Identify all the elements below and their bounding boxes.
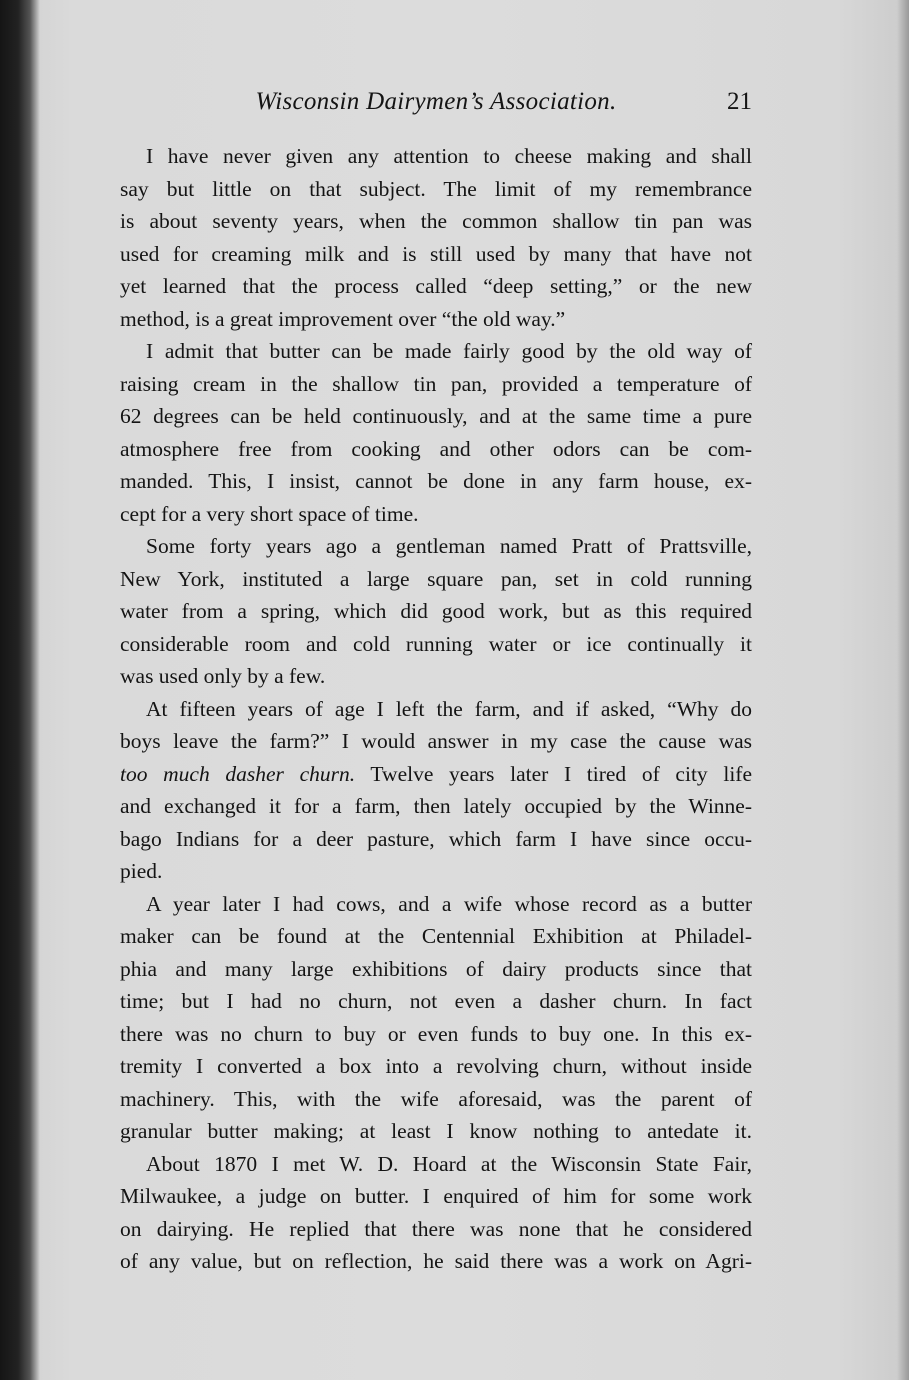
text-line: cept for a very short space of time. <box>120 501 419 526</box>
text-line: pied. <box>120 859 163 883</box>
text-line: About 1870 I met W. D. Hoard at the Wisconsin State Fair, <box>146 1151 752 1176</box>
text-line: on dairying. He replied that there was none that he considered <box>120 1216 752 1241</box>
text-line: maker can be found at the Centennial Exhibition at Philadel- <box>120 924 752 948</box>
text-line: considerable room and cold running water or ice continually it <box>120 631 752 656</box>
text-line: water from a spring, which did good work, but as this required <box>120 599 752 623</box>
text-line: raising cream in the shallow tin pan, provided a temperature of <box>120 371 752 396</box>
text-line: atmosphere free from cooking and other odors can be com- <box>120 436 752 461</box>
text-line: is about seventy years, when the common shallow tin pan was <box>120 209 752 233</box>
text-line: and exchanged it for a farm, then lately occupied by the Winne- <box>120 794 752 818</box>
text-line: bago Indians for a deer pasture, which farm I have since occu- <box>120 826 752 851</box>
line-text: Twelve years later I tired of city life <box>370 761 752 786</box>
running-title: Wisconsin Dairymen’s Association. <box>255 88 617 115</box>
text-line: At fifteen years of age I left the farm, and if asked, “Why do <box>146 696 752 721</box>
text-line: granular butter making; at least I know nothing to antedate it. <box>120 1119 752 1143</box>
text-line <box>120 758 752 791</box>
text-line: New York, instituted a large square pan, set in cold running <box>120 566 752 591</box>
text-line: used for creaming milk and is still used by many that have not <box>120 241 752 266</box>
text-line: yet learned that the process called “deep setting,” or the new <box>120 274 752 298</box>
text-line: A year later I had cows, and a wife whose record as a butter <box>146 891 752 916</box>
body-text <box>120 140 752 1278</box>
text-line: tremity I converted a box into a revolving churn, without inside <box>120 1054 752 1078</box>
text-line: was used only by a few. <box>120 664 326 688</box>
text-line: 62 degrees can be held continuously, and at the same time a pure <box>120 404 752 428</box>
text-line: time; but I had no churn, not even a dasher churn. In fact <box>120 989 752 1013</box>
text-line: I have never given any attention to cheese making and shall <box>146 144 752 168</box>
text-line: phia and many large exhibitions of dairy products since that <box>120 956 752 981</box>
text-line: Milwaukee, a judge on butter. I enquired of him for some work <box>120 1184 752 1208</box>
running-head <box>120 88 752 124</box>
text-line: manded. This, I insist, cannot be done in any farm house, ex- <box>120 469 752 493</box>
text-line: Some forty years ago a gentleman named Pratt of Prattsville, <box>146 534 752 558</box>
text-line: of any value, but on reflection, he said there was a work on Agri- <box>120 1249 752 1273</box>
binding-shadow <box>0 0 40 1380</box>
page-edge <box>897 0 909 1380</box>
text-line: method, is a great improvement over “the old way.” <box>120 306 566 331</box>
text-line: there was no churn to buy or even funds to buy one. In this ex- <box>120 1021 752 1046</box>
page-number: 21 <box>727 88 752 115</box>
emphasized-phrase: too much dasher churn. <box>120 761 356 786</box>
text-line: say but little on that subject. The limit of my remembrance <box>120 176 752 201</box>
text-line: I admit that butter can be made fairly good by the old way of <box>146 339 752 363</box>
text-line: machinery. This, with the wife aforesaid, was the parent of <box>120 1086 752 1111</box>
text-line: boys leave the farm?” I would answer in my case the cause was <box>120 729 752 753</box>
